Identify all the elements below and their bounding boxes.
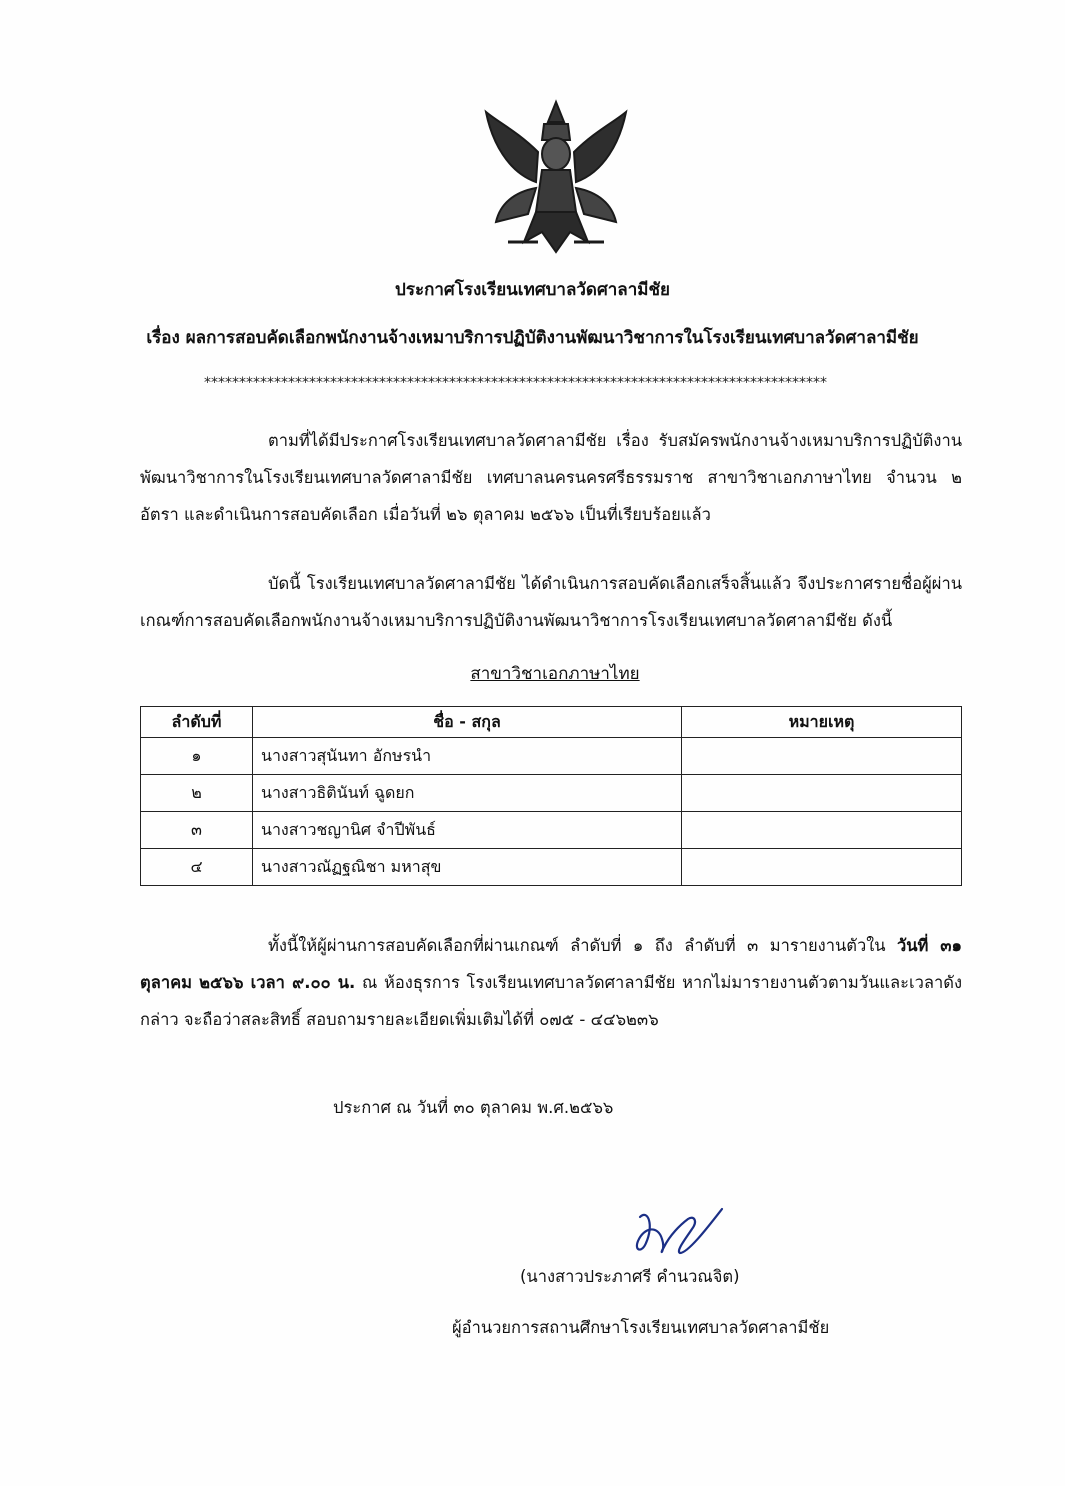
row-name: นางสาวชญานิศ จำปีพันธ์ bbox=[253, 812, 682, 849]
table-row bbox=[141, 738, 962, 775]
report-datetime: วันที่ ๓๑ ตุลาคม ๒๕๖๖ เวลา ๙.๐๐ น. bbox=[140, 936, 962, 992]
separator-line: ***************************************************************************************** bbox=[204, 375, 827, 391]
paragraph-report bbox=[140, 927, 962, 1038]
subject-heading: สาขาวิชาเอกภาษาไทย bbox=[470, 664, 640, 684]
paragraph-report-start: ทั้งนี้ให้ผู้ผ่านการสอบคัดเลือกที่ผ่านเกณฑ์ ลำดับที่ ๑ ถึง ลำดับที่ ๓ มารายงานตัวใน bbox=[268, 936, 897, 955]
row-note bbox=[682, 738, 962, 775]
row-name: นางสาวธิตินันท์ ฉูดยก bbox=[253, 775, 682, 812]
signature-icon bbox=[618, 1195, 738, 1275]
header-name: ชื่อ - สกุล bbox=[253, 707, 682, 738]
row-name: นางสาวสุนันทา อักษรนำ bbox=[253, 738, 682, 775]
paragraph-result bbox=[140, 565, 962, 639]
table-row bbox=[141, 775, 962, 812]
table-header-row bbox=[141, 707, 962, 738]
row-name: นางสาวณัฏฐณิชา มหาสุข bbox=[253, 849, 682, 886]
row-order: ๑ bbox=[141, 738, 253, 775]
garuda-emblem-icon bbox=[478, 92, 634, 262]
results-table bbox=[140, 706, 962, 886]
announce-date: ประกาศ ณ วันที่ ๓๐ ตุลาคม พ.ศ.๒๕๖๖ bbox=[333, 1098, 614, 1117]
paragraph-intro bbox=[140, 422, 962, 533]
row-note bbox=[682, 775, 962, 812]
table-row bbox=[141, 849, 962, 886]
signatory-name: (นางสาวประภาศรี คำนวณจิต) bbox=[520, 1267, 740, 1286]
signatory-position: ผู้อำนวยการสถานศึกษาโรงเรียนเทศบาลวัดศาลามีชัย bbox=[452, 1318, 830, 1337]
row-order: ๔ bbox=[141, 849, 253, 886]
paragraph-intro-text: ตามที่ได้มีประกาศโรงเรียนเทศบาลวัดศาลามีชัย เรื่อง รับสมัครพนักงานจ้างเหมาบริการปฏิบัติงานพัฒนาวิชาการในโรงเรียนเทศบาลวัดศาลามีชัย เทศบาลนครนครศรีธรรมราช สาขาวิชาเอกภาษาไทย จำนวน ๒ อัตรา และดำเนินการสอบคัดเลือก เมื่อวันที่ ๒๖ ตุลาคม ๒๕๖๖ เป็นที่เรียบร้อยแล้ว bbox=[140, 431, 962, 524]
header-note: หมายเหตุ bbox=[682, 707, 962, 738]
row-order: ๓ bbox=[141, 812, 253, 849]
row-note bbox=[682, 849, 962, 886]
paragraph-result-text: บัดนี้ โรงเรียนเทศบาลวัดศาลามีชัย ได้ดำเนินการสอบคัดเลือกเสร็จสิ้นแล้ว จึงประกาศรายชื่อผู้ผ่านเกณฑ์การสอบคัดเลือกพนักงานจ้างเหมาบริการปฏิบัติงานพัฒนาวิชาการโรงเรียนเทศบาลวัดศาลามีชัย ดังนี้ bbox=[140, 574, 962, 630]
announcement-title: ประกาศโรงเรียนเทศบาลวัดศาลามีชัย bbox=[395, 280, 670, 300]
announcement-subject: เรื่อง ผลการสอบคัดเลือกพนักงานจ้างเหมาบริการปฏิบัติงานพัฒนาวิชาการในโรงเรียนเทศบาลวัดศาลามีชัย bbox=[146, 328, 919, 348]
row-order: ๒ bbox=[141, 775, 253, 812]
header-order: ลำดับที่ bbox=[141, 707, 253, 738]
table-row bbox=[141, 812, 962, 849]
paragraph-report-end: ณ ห้องธุรการ โรงเรียนเทศบาลวัดศาลามีชัย หากไม่มารายงานตัวตามวันและเวลาดังกล่าว จะถือว่าสละสิทธิ์ สอบถามรายละเอียดเพิ่มเติมได้ที่ ๐๗๕ - ๔๔๖๒๓๖ bbox=[140, 973, 963, 1029]
row-note bbox=[682, 812, 962, 849]
